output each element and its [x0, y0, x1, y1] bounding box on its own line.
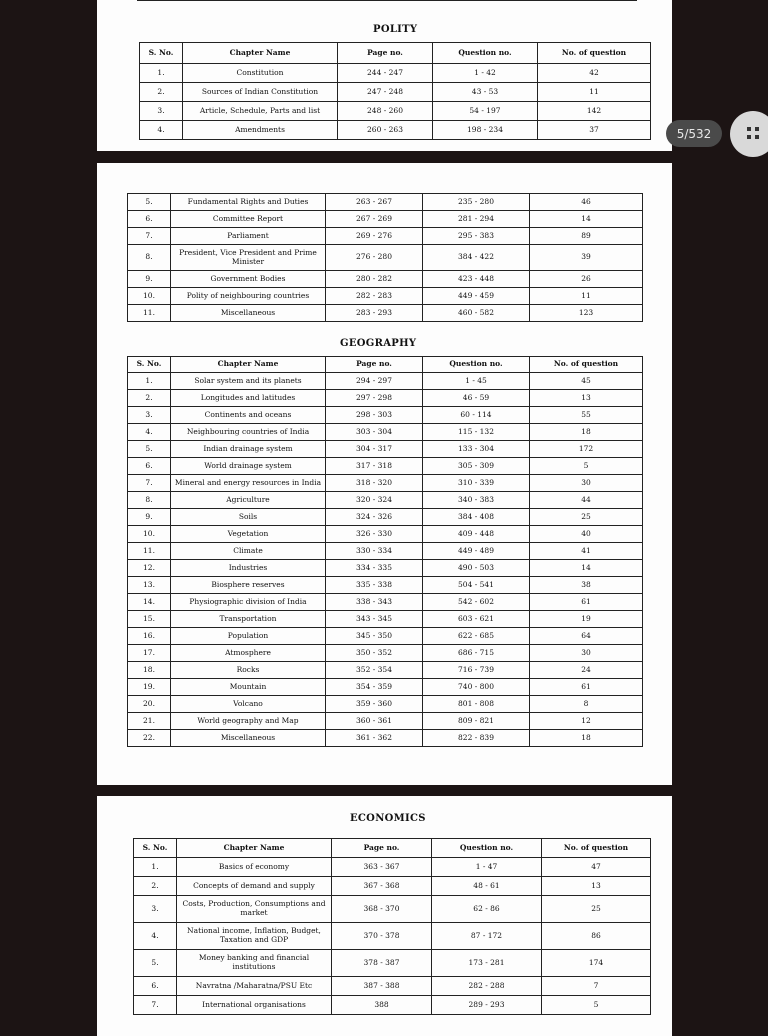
chapter-name-cell: Population: [171, 628, 326, 645]
table-row: [140, 121, 651, 140]
chapter-name-cell: International organisations: [177, 996, 332, 1015]
table-row: [128, 194, 643, 211]
section-heading-polity: POLITY: [373, 24, 418, 35]
economics-table: [133, 838, 651, 1015]
question-range-cell: 809 - 821: [423, 713, 530, 730]
question-range-cell: 289 - 293: [432, 996, 542, 1015]
column-header-question-count: No. of question: [530, 357, 643, 373]
table-row: [128, 373, 643, 390]
table-row: [134, 950, 651, 977]
question-range-cell: 235 - 280: [423, 194, 530, 211]
table-row: [128, 305, 643, 322]
chapter-name-cell: Parliament: [171, 228, 326, 245]
table-row: [134, 858, 651, 877]
page-range-cell: 267 - 269: [326, 211, 423, 228]
page-range-cell: 334 - 335: [326, 560, 423, 577]
chapter-name-cell: Neighbouring countries of India: [171, 424, 326, 441]
question-count-cell: 11: [538, 83, 651, 102]
page-range-cell: 247 - 248: [338, 83, 433, 102]
column-header-sno: S. No.: [140, 43, 183, 64]
page-range-cell: 354 - 359: [326, 679, 423, 696]
question-range-cell: 310 - 339: [423, 475, 530, 492]
page-range-cell: 320 - 324: [326, 492, 423, 509]
table-row: [128, 662, 643, 679]
question-range-cell: 282 - 288: [432, 977, 542, 996]
column-header-sno: S. No.: [134, 839, 177, 858]
question-count-cell: 39: [530, 245, 643, 271]
question-range-cell: 173 - 281: [432, 950, 542, 977]
table-row: [128, 245, 643, 271]
table-row: [134, 896, 651, 923]
sno-cell: 2.: [134, 877, 177, 896]
sno-cell: 20.: [128, 696, 171, 713]
sno-cell: 11.: [128, 543, 171, 560]
question-range-cell: 87 - 172: [432, 923, 542, 950]
page-range-cell: 363 - 367: [332, 858, 432, 877]
question-count-cell: 64: [530, 628, 643, 645]
chapter-name-cell: National income, Inflation, Budget, Taxation and GDP: [177, 923, 332, 950]
question-count-cell: 55: [530, 407, 643, 424]
question-range-cell: [461, 0, 566, 1]
sno-cell: 1.: [128, 373, 171, 390]
chapter-name-cell: President, Vice President and Prime Minister: [171, 245, 326, 271]
question-count-cell: 18: [530, 730, 643, 747]
page-range-cell: 387 - 388: [332, 977, 432, 996]
page-range-cell: 317 - 318: [326, 458, 423, 475]
sno-cell: 17.: [128, 645, 171, 662]
question-range-cell: 490 - 503: [423, 560, 530, 577]
chapter-name-cell: Mineral and energy resources in India: [171, 475, 326, 492]
document-page-2: [97, 163, 672, 785]
sno-cell: 16.: [128, 628, 171, 645]
table-row: [140, 64, 651, 83]
chapter-name-cell: Vegetation: [171, 526, 326, 543]
sno-cell: 1.: [140, 64, 183, 83]
question-count-cell: 41: [530, 543, 643, 560]
page-range-cell: 352 - 354: [326, 662, 423, 679]
column-header-question-count: No. of question: [538, 43, 651, 64]
page-range-cell: [376, 0, 461, 1]
page-range-cell: 324 - 326: [326, 509, 423, 526]
sno-cell: 7.: [134, 996, 177, 1015]
page-range-cell: 350 - 352: [326, 645, 423, 662]
chapter-name-cell: Basics of economy: [177, 858, 332, 877]
question-range-cell: 542 - 602: [423, 594, 530, 611]
sno-cell: 5.: [128, 194, 171, 211]
question-range-cell: 801 - 808: [423, 696, 530, 713]
table-row: [128, 611, 643, 628]
chapter-name-cell: Government Bodies: [171, 271, 326, 288]
question-count-cell: 46: [530, 194, 643, 211]
page-range-cell: 370 - 378: [332, 923, 432, 950]
chapter-name-cell: Committee Report: [171, 211, 326, 228]
question-range-cell: 48 - 61: [432, 877, 542, 896]
question-range-cell: 54 - 197: [433, 102, 538, 121]
column-header-question-no: Question no.: [433, 43, 538, 64]
question-range-cell: 686 - 715: [423, 645, 530, 662]
column-header-chapter-name: Chapter Name: [171, 357, 326, 373]
chapter-name-cell: World geography and Map: [171, 713, 326, 730]
question-count-cell: 11: [530, 288, 643, 305]
question-range-cell: 409 - 448: [423, 526, 530, 543]
page-range-cell: 318 - 320: [326, 475, 423, 492]
chapter-name-cell: Navratna /Maharatna/PSU Etc: [177, 977, 332, 996]
question-range-cell: 43 - 53: [433, 83, 538, 102]
question-count-cell: 26: [530, 271, 643, 288]
question-range-cell: 822 - 839: [423, 730, 530, 747]
question-count-cell: 45: [530, 373, 643, 390]
page-range-cell: 244 - 247: [338, 64, 433, 83]
question-count-cell: [566, 0, 637, 1]
chapter-name-cell: Miscellaneous: [171, 305, 326, 322]
document-page-3: [97, 796, 672, 1036]
table-row: [128, 211, 643, 228]
chapter-name-cell: Rocks: [171, 662, 326, 679]
chapter-name-cell: Costs, Production, Consumptions and market: [177, 896, 332, 923]
sno-cell: 3.: [134, 896, 177, 923]
question-count-cell: 19: [530, 611, 643, 628]
table-row: [128, 730, 643, 747]
page-range-cell: 378 - 387: [332, 950, 432, 977]
chapter-name-cell: Miscellaneous: [171, 730, 326, 747]
question-count-cell: 14: [530, 560, 643, 577]
sno-cell: 6.: [128, 458, 171, 475]
column-header-sno: S. No.: [128, 357, 171, 373]
chapter-name-cell: Polity of neighbouring countries: [171, 288, 326, 305]
thumbnail-grid-button[interactable]: [730, 111, 768, 157]
question-range-cell: 115 - 132: [423, 424, 530, 441]
question-count-cell: 38: [530, 577, 643, 594]
table-row: [128, 560, 643, 577]
sno-cell: 8.: [128, 492, 171, 509]
page-range-cell: 326 - 330: [326, 526, 423, 543]
table-row: [138, 0, 637, 1]
sno-cell: 2.: [128, 390, 171, 407]
page-range-cell: 388: [332, 996, 432, 1015]
polity-table-continued: [127, 193, 643, 322]
table-row: [128, 407, 643, 424]
sno-cell: 22.: [128, 730, 171, 747]
table-row: [128, 696, 643, 713]
chapter-name-cell: Volcano: [171, 696, 326, 713]
question-range-cell: 295 - 383: [423, 228, 530, 245]
page-range-cell: 304 - 317: [326, 441, 423, 458]
table-row: [128, 713, 643, 730]
question-count-cell: 25: [530, 509, 643, 526]
question-count-cell: 13: [530, 390, 643, 407]
grid-icon: [746, 125, 760, 144]
column-header-chapter-name: Chapter Name: [183, 43, 338, 64]
page-range-cell: 260 - 263: [338, 121, 433, 140]
question-count-cell: 47: [542, 858, 651, 877]
table-row: [128, 288, 643, 305]
page-range-cell: 343 - 345: [326, 611, 423, 628]
chapter-name-cell: Constitution: [183, 64, 338, 83]
chapter-name-cell: Continents and oceans: [171, 407, 326, 424]
column-header-page-no: Page no.: [332, 839, 432, 858]
chapter-name-cell: Mountain: [171, 679, 326, 696]
question-range-cell: 460 - 582: [423, 305, 530, 322]
question-count-cell: 5: [530, 458, 643, 475]
sno-cell: [138, 0, 181, 1]
section-heading-geography: GEOGRAPHY: [340, 338, 417, 349]
question-range-cell: 449 - 489: [423, 543, 530, 560]
page-range-cell: 338 - 343: [326, 594, 423, 611]
page-range-cell: 297 - 298: [326, 390, 423, 407]
question-range-cell: 46 - 59: [423, 390, 530, 407]
question-range-cell: 1 - 42: [433, 64, 538, 83]
page-range-cell: 298 - 303: [326, 407, 423, 424]
sno-cell: 4.: [134, 923, 177, 950]
sno-cell: 1.: [134, 858, 177, 877]
page-range-cell: 263 - 267: [326, 194, 423, 211]
question-range-cell: 133 - 304: [423, 441, 530, 458]
chapter-name-cell: World drainage system: [171, 458, 326, 475]
page-range-cell: 294 - 297: [326, 373, 423, 390]
sno-cell: 8.: [128, 245, 171, 271]
page-range-cell: 360 - 361: [326, 713, 423, 730]
chapter-name-cell: Atmosphere: [171, 645, 326, 662]
question-range-cell: 60 - 114: [423, 407, 530, 424]
question-count-cell: 37: [538, 121, 651, 140]
chapter-name-cell: Amendments: [183, 121, 338, 140]
sno-cell: 10.: [128, 526, 171, 543]
question-count-cell: 44: [530, 492, 643, 509]
question-range-cell: 622 - 685: [423, 628, 530, 645]
table-header-row: [140, 43, 651, 64]
table-row: [140, 102, 651, 121]
question-count-cell: 7: [542, 977, 651, 996]
question-count-cell: 24: [530, 662, 643, 679]
chapter-name-cell: [181, 0, 376, 1]
question-count-cell: 30: [530, 475, 643, 492]
question-count-cell: 142: [538, 102, 651, 121]
page-range-cell: 345 - 350: [326, 628, 423, 645]
question-count-cell: 89: [530, 228, 643, 245]
table-row: [128, 441, 643, 458]
chapter-name-cell: Transportation: [171, 611, 326, 628]
table-row: [128, 577, 643, 594]
chapter-name-cell: Indian drainage system: [171, 441, 326, 458]
page-counter: 5/532: [666, 120, 722, 147]
question-range-cell: 1 - 47: [432, 858, 542, 877]
sno-cell: 9.: [128, 271, 171, 288]
column-header-page-no: Page no.: [338, 43, 433, 64]
question-count-cell: 42: [538, 64, 651, 83]
table-row: [134, 996, 651, 1015]
question-count-cell: 14: [530, 211, 643, 228]
question-range-cell: 305 - 309: [423, 458, 530, 475]
chapter-name-cell: Money banking and financial institutions: [177, 950, 332, 977]
chapter-name-cell: Climate: [171, 543, 326, 560]
sno-cell: 5.: [134, 950, 177, 977]
table-row: [128, 679, 643, 696]
question-range-cell: 504 - 541: [423, 577, 530, 594]
column-header-question-count: No. of question: [542, 839, 651, 858]
sno-cell: 3.: [140, 102, 183, 121]
page-range-cell: 361 - 362: [326, 730, 423, 747]
table-row: [128, 424, 643, 441]
question-range-cell: 384 - 422: [423, 245, 530, 271]
question-count-cell: 61: [530, 594, 643, 611]
question-range-cell: 449 - 459: [423, 288, 530, 305]
page-range-cell: 303 - 304: [326, 424, 423, 441]
table-row: [128, 594, 643, 611]
page-range-cell: 367 - 368: [332, 877, 432, 896]
page-range-cell: 359 - 360: [326, 696, 423, 713]
geography-table-body: [128, 373, 643, 747]
question-range-cell: 1 - 45: [423, 373, 530, 390]
polity-table: [139, 42, 651, 140]
sno-cell: 4.: [140, 121, 183, 140]
chapter-name-cell: Sources of Indian Constitution: [183, 83, 338, 102]
question-range-cell: 716 - 739: [423, 662, 530, 679]
table-row: [128, 475, 643, 492]
sno-cell: 7.: [128, 228, 171, 245]
sno-cell: 4.: [128, 424, 171, 441]
table-row: [128, 526, 643, 543]
economics-table-body: [134, 858, 651, 1015]
table-row: [128, 492, 643, 509]
table-row: [128, 390, 643, 407]
sno-cell: 6.: [134, 977, 177, 996]
sno-cell: 13.: [128, 577, 171, 594]
chapter-name-cell: Biosphere reserves: [171, 577, 326, 594]
table-row: [128, 271, 643, 288]
question-count-cell: 5: [542, 996, 651, 1015]
question-count-cell: 172: [530, 441, 643, 458]
question-count-cell: 8: [530, 696, 643, 713]
table-row: [140, 83, 651, 102]
question-range-cell: 423 - 448: [423, 271, 530, 288]
table-row: [134, 877, 651, 896]
table-row: [128, 228, 643, 245]
sno-cell: 7.: [128, 475, 171, 492]
page-range-cell: 276 - 280: [326, 245, 423, 271]
sno-cell: 2.: [140, 83, 183, 102]
question-range-cell: 384 - 408: [423, 509, 530, 526]
question-range-cell: 740 - 800: [423, 679, 530, 696]
sno-cell: 21.: [128, 713, 171, 730]
sno-cell: 3.: [128, 407, 171, 424]
table-row: [128, 628, 643, 645]
sno-cell: 14.: [128, 594, 171, 611]
sno-cell: 19.: [128, 679, 171, 696]
question-range-cell: 62 - 86: [432, 896, 542, 923]
question-count-cell: 86: [542, 923, 651, 950]
question-range-cell: 281 - 294: [423, 211, 530, 228]
question-count-cell: 123: [530, 305, 643, 322]
section-heading-economics: ECONOMICS: [350, 813, 426, 824]
table-row: [128, 458, 643, 475]
page-range-cell: 335 - 338: [326, 577, 423, 594]
page-range-cell: 283 - 293: [326, 305, 423, 322]
table-header-row: [128, 357, 643, 373]
page-range-cell: 282 - 283: [326, 288, 423, 305]
chapter-name-cell: Fundamental Rights and Duties: [171, 194, 326, 211]
sno-cell: 9.: [128, 509, 171, 526]
chapter-name-cell: Industries: [171, 560, 326, 577]
column-header-question-no: Question no.: [432, 839, 542, 858]
chapter-name-cell: Soils: [171, 509, 326, 526]
question-count-cell: 61: [530, 679, 643, 696]
sno-cell: 15.: [128, 611, 171, 628]
column-header-page-no: Page no.: [326, 357, 423, 373]
column-header-chapter-name: Chapter Name: [177, 839, 332, 858]
table-row: [134, 977, 651, 996]
sno-cell: 5.: [128, 441, 171, 458]
table-row: [128, 509, 643, 526]
sno-cell: 12.: [128, 560, 171, 577]
question-count-cell: 13: [542, 877, 651, 896]
question-count-cell: 12: [530, 713, 643, 730]
sno-cell: 11.: [128, 305, 171, 322]
question-range-cell: 198 - 234: [433, 121, 538, 140]
sno-cell: 10.: [128, 288, 171, 305]
question-count-cell: 174: [542, 950, 651, 977]
question-range-cell: 603 - 621: [423, 611, 530, 628]
question-count-cell: 18: [530, 424, 643, 441]
column-header-question-no: Question no.: [423, 357, 530, 373]
chapter-name-cell: Article, Schedule, Parts and list: [183, 102, 338, 121]
table-row: [128, 543, 643, 560]
page-range-cell: 248 - 260: [338, 102, 433, 121]
sno-cell: 6.: [128, 211, 171, 228]
previous-table-last-row: [137, 0, 637, 1]
question-count-cell: 25: [542, 896, 651, 923]
question-count-cell: 40: [530, 526, 643, 543]
question-count-cell: 30: [530, 645, 643, 662]
table-row: [134, 923, 651, 950]
chapter-name-cell: Solar system and its planets: [171, 373, 326, 390]
chapter-name-cell: Longitudes and latitudes: [171, 390, 326, 407]
question-range-cell: 340 - 383: [423, 492, 530, 509]
chapter-name-cell: Agriculture: [171, 492, 326, 509]
page-range-cell: 330 - 334: [326, 543, 423, 560]
page-range-cell: 269 - 276: [326, 228, 423, 245]
chapter-name-cell: Concepts of demand and supply: [177, 877, 332, 896]
chapter-name-cell: Physiographic division of India: [171, 594, 326, 611]
page-range-cell: 368 - 370: [332, 896, 432, 923]
table-row: [128, 645, 643, 662]
document-page-1: [97, 0, 672, 151]
geography-table: [127, 356, 643, 747]
table-header-row: [134, 839, 651, 858]
sno-cell: 18.: [128, 662, 171, 679]
page-range-cell: 280 - 282: [326, 271, 423, 288]
